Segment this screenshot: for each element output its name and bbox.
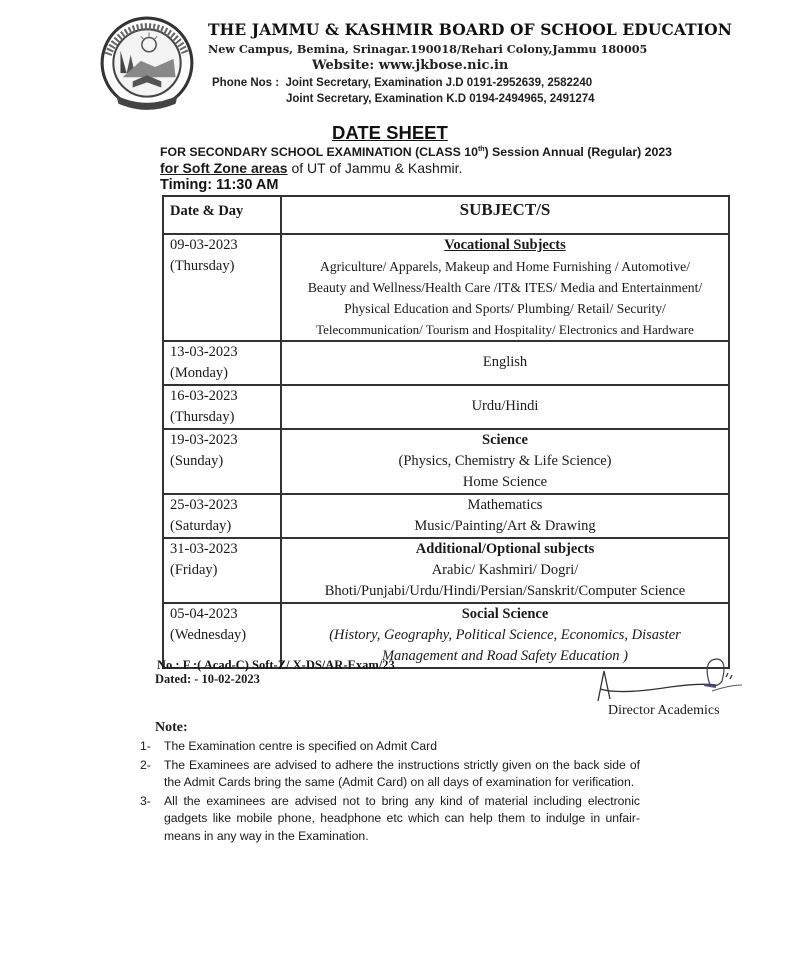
exam-date: 05-04-2023	[170, 606, 238, 622]
issue-date: Dated: - 10-02-2023	[155, 672, 260, 686]
subject-line: Management and Road Safety Education )	[381, 648, 629, 664]
date-cell	[163, 234, 281, 341]
reference-number: No.: F :( Acad-C) Soft-Z/ X-DS/AR-Exam/23	[157, 658, 395, 672]
subtitle-text: FOR SECONDARY SCHOOL EXAMINATION (CLASS 10	[160, 145, 478, 159]
subtitle-superscript: th	[477, 145, 485, 153]
subject-cell	[281, 234, 729, 341]
notes-list	[140, 738, 640, 846]
exam-day: (Wednesday)	[170, 627, 247, 643]
subject-group-heading: Vocational Subjects	[444, 237, 566, 253]
phone-line-1	[212, 77, 592, 89]
exam-date: 19-03-2023	[170, 432, 238, 448]
note-number: 3-	[140, 793, 151, 808]
document-title: DATE SHEET	[332, 122, 448, 143]
board-website: Website: www.jkbose.nic.in	[312, 58, 509, 73]
table-body	[163, 234, 729, 668]
subject-group-heading: Social Science	[461, 606, 549, 622]
subject-line: Arabic/ Kashmiri/ Dogri/	[431, 562, 579, 578]
note-item	[140, 738, 640, 756]
table-header-row	[163, 196, 729, 234]
exam-day: (Saturday)	[170, 518, 232, 534]
exam-day: (Thursday)	[170, 258, 235, 274]
subject-line: Bhoti/Punjabi/Urdu/Hindi/Persian/Sanskrit/Computer Science	[324, 583, 686, 599]
exam-date: 09-03-2023	[170, 237, 238, 253]
exam-date: 16-03-2023	[170, 388, 238, 404]
exam-date: 13-03-2023	[170, 344, 238, 360]
exam-date: 25-03-2023	[170, 497, 238, 513]
subject-line: Beauty and Wellness/Health Care /IT& ITES/ Media and Entertainment/	[307, 280, 703, 295]
note-item	[140, 793, 640, 846]
subject-cell	[281, 494, 729, 538]
note-text: The Examination centre is specified on Admit Card	[164, 739, 437, 753]
subject-cell	[281, 341, 729, 385]
phone-label: Phone Nos :	[212, 77, 280, 89]
exam-date: 31-03-2023	[170, 541, 238, 557]
table-row	[163, 341, 729, 385]
zone-label: for Soft Zone areas	[160, 160, 288, 176]
subject-line: Telecommunication/ Tourism and Hospitality/ Electronics and Hardware	[316, 322, 694, 337]
exam-timing: Timing: 11:30 AM	[160, 177, 279, 193]
table-row	[163, 494, 729, 538]
signature-icon	[590, 655, 750, 703]
subject-line: Physical Education and Sports/ Plumbing/ Retail/ Security/	[344, 301, 666, 316]
subject-line: English	[482, 354, 528, 370]
date-sheet-table	[162, 195, 730, 669]
board-emblem-logo	[96, 14, 198, 116]
phone-kashmir: Joint Secretary, Examination K.D 0194-2494965, 2491274	[286, 93, 595, 105]
exam-day: (Monday)	[170, 365, 228, 381]
table-row	[163, 385, 729, 429]
note-text: The Examinees are advised to adhere the instructions strictly given on the back side of the Admit Cards bring the same (Admit Card) on all days of examination for verification.	[164, 757, 640, 789]
subject-line: Agriculture/ Apparels, Makeup and Home Furnishing / Automotive/	[320, 259, 690, 274]
subject-cell	[281, 538, 729, 603]
exam-day: (Friday)	[170, 562, 218, 578]
subject-line: (History, Geography, Political Science, Economics, Disaster	[329, 627, 681, 643]
signatory-title: Director Academics	[608, 703, 720, 718]
subject-line: Home Science	[462, 474, 548, 490]
subject-group-heading: Science	[482, 432, 528, 448]
header-subjects: SUBJECT/S	[281, 196, 729, 234]
subject-line: Music/Painting/Art & Drawing	[414, 518, 596, 534]
date-cell	[163, 538, 281, 603]
zone-line	[160, 160, 462, 176]
table-row	[163, 234, 729, 341]
notes-heading: Note:	[155, 720, 188, 735]
exam-subtitle	[160, 145, 672, 159]
subject-cell	[281, 385, 729, 429]
note-number: 1-	[140, 739, 151, 753]
exam-day: (Thursday)	[170, 409, 235, 425]
date-cell	[163, 494, 281, 538]
subject-cell	[281, 429, 729, 494]
date-cell	[163, 341, 281, 385]
subject-line: Urdu/Hindi	[471, 398, 539, 414]
exam-day: (Sunday)	[170, 453, 224, 469]
phone-jammu: Joint Secretary, Examination J.D 0191-2952639, 2582240	[285, 77, 593, 89]
board-name: THE JAMMU & KASHMIR BOARD OF SCHOOL EDUCATION	[208, 20, 733, 39]
subject-group-heading: Additional/Optional subjects	[415, 541, 595, 557]
note-item	[140, 757, 640, 792]
date-cell	[163, 385, 281, 429]
subject-line: (Physics, Chemistry & Life Science)	[398, 453, 612, 469]
header-date-day: Date & Day	[163, 196, 281, 234]
zone-text: of UT of Jammu & Kashmir.	[287, 160, 463, 176]
note-number: 2-	[140, 757, 151, 772]
subtitle-session: ) Session Annual (Regular) 2023	[484, 145, 673, 159]
board-address: New Campus, Bemina, Srinagar.190018/Rehari Colony,Jammu 180005	[208, 42, 648, 56]
date-cell	[163, 429, 281, 494]
table-row	[163, 538, 729, 603]
note-text: All the examinees are advised not to bring any kind of material including electronic gadgets like mobile phone, headphone etc which can help them to indulge in unfair-means in any way in the Examination.	[164, 793, 640, 843]
table-row	[163, 429, 729, 494]
subject-line: Mathematics	[467, 497, 543, 513]
